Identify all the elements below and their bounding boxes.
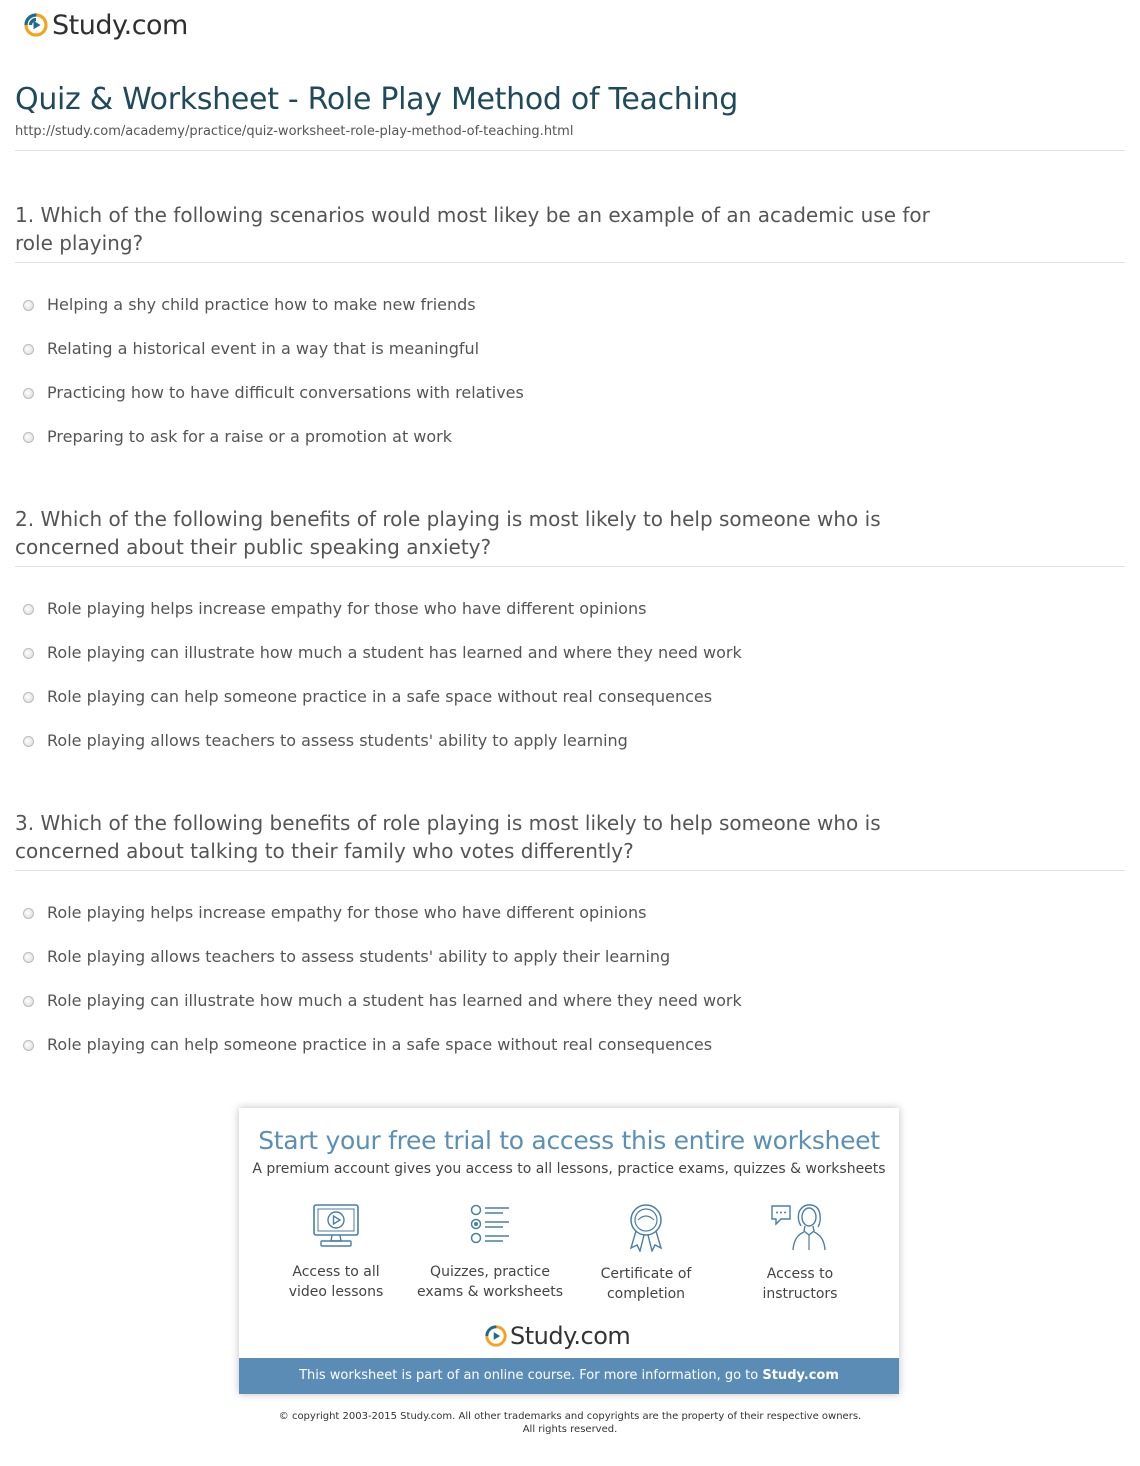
play-circle-logo-icon (24, 13, 48, 37)
radio-button[interactable] (23, 648, 34, 659)
feature-label (261, 1262, 411, 1302)
feature-label-line: completion (606, 1286, 686, 1302)
answer-text: Role playing allows teachers to assess students' ability to apply learning (47, 731, 628, 750)
answer-list (15, 893, 1125, 1069)
answer-option[interactable] (15, 893, 1125, 937)
answer-text: Role playing allows teachers to assess students' ability to apply their learning (47, 947, 671, 966)
answer-option[interactable] (15, 937, 1125, 981)
header-divider (15, 150, 1125, 151)
page-title: Quiz & Worksheet - Role Play Method of Teaching (15, 82, 739, 117)
feature-label (571, 1264, 721, 1304)
logo-text: Study.com (510, 1322, 631, 1350)
study-com-link[interactable]: Study.com (762, 1368, 839, 1383)
copyright-line: © copyright 2003-2015 Study.com. All other trademarks and copyrights are the property of their respective owners. (278, 1411, 862, 1422)
certificate-ribbon-icon (621, 1202, 671, 1252)
site-logo[interactable] (24, 8, 188, 42)
feature-video-lessons (261, 1202, 411, 1302)
feature-label-line: Certificate of (600, 1266, 692, 1282)
feature-certificate (571, 1202, 721, 1304)
feature-quizzes (415, 1202, 565, 1302)
answer-text: Helping a shy child practice how to make new friends (47, 295, 476, 314)
feature-label (725, 1264, 875, 1304)
feature-label-line: instructors (762, 1286, 838, 1302)
answer-text: Role playing can illustrate how much a student has learned and where they need work (47, 991, 742, 1010)
answer-option[interactable] (15, 329, 1125, 373)
question-3 (15, 809, 1125, 1069)
video-monitor-icon (311, 1202, 361, 1250)
logo-text: Study.com (52, 9, 188, 41)
feature-label-line: Quizzes, practice (430, 1264, 550, 1280)
promo-footer-text: This worksheet is part of an online course. For more information, go to (299, 1368, 763, 1383)
answer-text: Role playing helps increase empathy for those who have different opinions (47, 903, 647, 922)
radio-button[interactable] (23, 1040, 34, 1051)
radio-button[interactable] (23, 388, 34, 399)
answer-text: Role playing can help someone practice in a safe space without real consequences (47, 687, 713, 706)
radio-button[interactable] (23, 692, 34, 703)
question-divider (15, 566, 1125, 567)
free-trial-promo (239, 1108, 899, 1394)
answer-option[interactable] (15, 981, 1125, 1025)
answer-text: Preparing to ask for a raise or a promotion at work (47, 427, 453, 446)
feature-label (415, 1262, 565, 1302)
radio-button[interactable] (23, 604, 34, 615)
answer-text: Practicing how to have difficult conversations with relatives (47, 383, 524, 402)
answer-text: Role playing can help someone practice in a safe space without real consequences (47, 1035, 713, 1054)
answer-option[interactable] (15, 589, 1125, 633)
question-1 (15, 201, 1125, 461)
promo-subheading: A premium account gives you access to all lessons, practice exams, quizzes & worksheets (252, 1161, 886, 1177)
feature-label-line: exams & worksheets (416, 1284, 564, 1300)
question-text: 1. Which of the following scenarios would most likey be an example of an academic use for role playing? (15, 203, 930, 255)
answer-option[interactable] (15, 285, 1125, 329)
radio-button[interactable] (23, 952, 34, 963)
radio-button[interactable] (23, 344, 34, 355)
answer-list (15, 589, 1125, 765)
feature-label-line: Access to all (292, 1264, 380, 1280)
feature-instructors (725, 1202, 875, 1304)
instructor-chat-icon (769, 1202, 831, 1252)
answer-option[interactable] (15, 1025, 1125, 1069)
answer-text: Role playing helps increase empathy for those who have different opinions (47, 599, 647, 618)
source-url: http://study.com/academy/practice/quiz-worksheet-role-play-method-of-teaching.html (15, 124, 574, 139)
question-2 (15, 505, 1125, 765)
copyright-line: All rights reserved. (522, 1424, 618, 1435)
question-text: 2. Which of the following benefits of role playing is most likely to help someone who is concerned about their public speaking anxiety? (15, 507, 881, 559)
promo-heading[interactable]: Start your free trial to access this entire worksheet (258, 1126, 880, 1155)
answer-text: Role playing can illustrate how much a student has learned and where they need work (47, 643, 742, 662)
radio-button[interactable] (23, 432, 34, 443)
answer-option[interactable] (15, 633, 1125, 677)
question-text: 3. Which of the following benefits of role playing is most likely to help someone who is concerned about talking to their family who votes differently? (15, 811, 881, 863)
answer-list (15, 285, 1125, 461)
question-divider (15, 870, 1125, 871)
question-divider (15, 262, 1125, 263)
answer-option[interactable] (15, 417, 1125, 461)
play-circle-logo-icon (485, 1325, 507, 1347)
promo-footer-bar (239, 1358, 899, 1394)
feature-label-line: video lessons (288, 1284, 384, 1300)
radio-button[interactable] (23, 300, 34, 311)
radio-button[interactable] (23, 908, 34, 919)
copyright-notice (0, 1410, 1140, 1436)
radio-button[interactable] (23, 736, 34, 747)
answer-option[interactable] (15, 677, 1125, 721)
checklist-icon (465, 1202, 515, 1250)
answer-option[interactable] (15, 373, 1125, 417)
answer-text: Relating a historical event in a way that is meaningful (47, 339, 480, 358)
feature-label-line: Access to (766, 1266, 834, 1282)
radio-button[interactable] (23, 996, 34, 1007)
answer-option[interactable] (15, 721, 1125, 765)
promo-logo[interactable] (485, 1322, 630, 1350)
